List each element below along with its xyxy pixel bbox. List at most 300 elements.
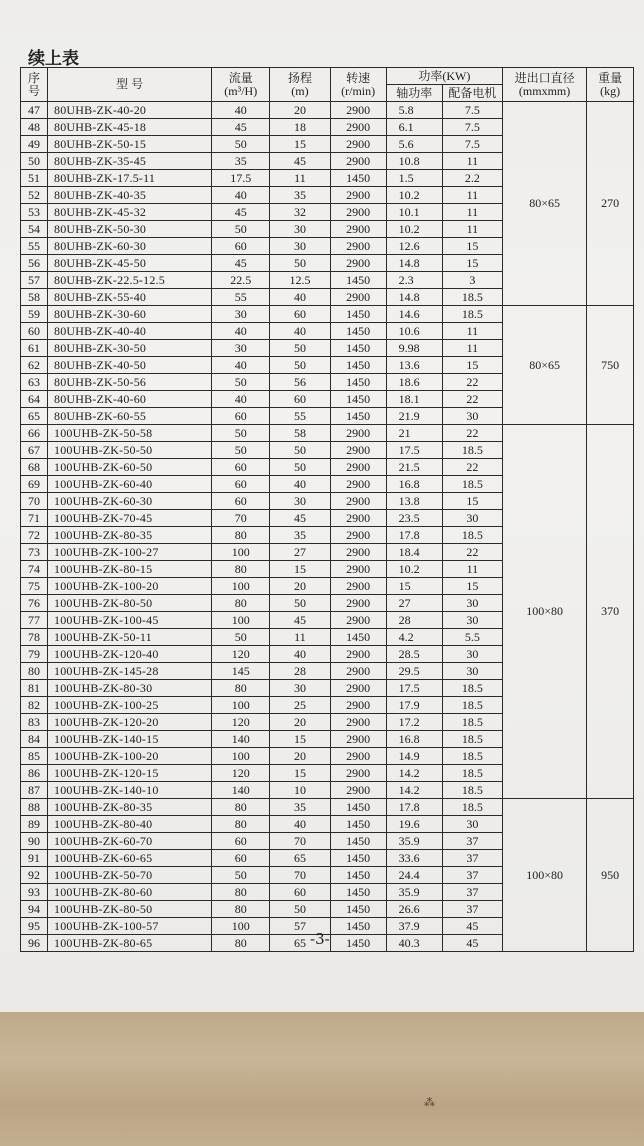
cell-head: 12.5 xyxy=(270,272,330,289)
cell-model: 100UHB-ZK-80-35 xyxy=(48,527,212,544)
cell-motor-power: 7.5 xyxy=(442,102,502,119)
cell-serial-no: 94 xyxy=(21,901,48,918)
cell-motor-power: 18.5 xyxy=(442,476,502,493)
cell-speed: 1450 xyxy=(330,357,386,374)
cell-motor-power: 7.5 xyxy=(442,119,502,136)
cell-speed: 1450 xyxy=(330,340,386,357)
cell-serial-no: 88 xyxy=(21,799,48,816)
desk-surface xyxy=(0,1012,644,1146)
cell-flow: 145 xyxy=(212,663,270,680)
cell-model: 80UHB-ZK-40-60 xyxy=(48,391,212,408)
cell-serial-no: 62 xyxy=(21,357,48,374)
cell-flow: 40 xyxy=(212,391,270,408)
cell-head: 50 xyxy=(270,255,330,272)
cell-head: 40 xyxy=(270,289,330,306)
cell-speed: 2900 xyxy=(330,544,386,561)
cell-speed: 1450 xyxy=(330,935,386,952)
cell-model: 100UHB-ZK-80-15 xyxy=(48,561,212,578)
cell-model: 100UHB-ZK-100-27 xyxy=(48,544,212,561)
cell-shaft-power: 21 xyxy=(386,425,442,442)
cell-head: 40 xyxy=(270,323,330,340)
cell-shaft-power: 23.5 xyxy=(386,510,442,527)
cell-motor-power: 37 xyxy=(442,850,502,867)
cell-head: 40 xyxy=(270,816,330,833)
cell-flow: 50 xyxy=(212,425,270,442)
cell-weight: 370 xyxy=(587,425,634,799)
cell-port-diameter: 80×65 xyxy=(503,306,587,425)
cell-speed: 2900 xyxy=(330,714,386,731)
cell-serial-no: 49 xyxy=(21,136,48,153)
cell-weight: 270 xyxy=(587,102,634,306)
cell-motor-power: 37 xyxy=(442,867,502,884)
cell-flow: 50 xyxy=(212,136,270,153)
cell-flow: 35 xyxy=(212,153,270,170)
cell-serial-no: 95 xyxy=(21,918,48,935)
cell-shaft-power: 2.3 xyxy=(386,272,442,289)
cell-head: 10 xyxy=(270,782,330,799)
cell-flow: 120 xyxy=(212,714,270,731)
cell-shaft-power: 13.6 xyxy=(386,357,442,374)
cell-shaft-power: 17.5 xyxy=(386,680,442,697)
cell-speed: 2900 xyxy=(330,612,386,629)
cell-head: 15 xyxy=(270,765,330,782)
cell-serial-no: 65 xyxy=(21,408,48,425)
cell-head: 45 xyxy=(270,510,330,527)
cell-speed: 1450 xyxy=(330,408,386,425)
cell-speed: 2900 xyxy=(330,493,386,510)
cell-shaft-power: 14.9 xyxy=(386,748,442,765)
cell-head: 15 xyxy=(270,561,330,578)
cell-flow: 80 xyxy=(212,799,270,816)
cell-head: 50 xyxy=(270,595,330,612)
cell-motor-power: 37 xyxy=(442,901,502,918)
cell-speed: 2900 xyxy=(330,578,386,595)
cell-model: 100UHB-ZK-80-65 xyxy=(48,935,212,952)
cell-model: 80UHB-ZK-45-50 xyxy=(48,255,212,272)
cell-speed: 2900 xyxy=(330,561,386,578)
cell-model: 80UHB-ZK-50-30 xyxy=(48,221,212,238)
cell-speed: 1450 xyxy=(330,170,386,187)
cell-serial-no: 96 xyxy=(21,935,48,952)
cell-head: 45 xyxy=(270,153,330,170)
cell-flow: 100 xyxy=(212,578,270,595)
cell-port-diameter: 100×80 xyxy=(503,425,587,799)
cell-model: 100UHB-ZK-100-20 xyxy=(48,748,212,765)
cell-serial-no: 87 xyxy=(21,782,48,799)
cell-shaft-power: 29.5 xyxy=(386,663,442,680)
cell-model: 80UHB-ZK-50-56 xyxy=(48,374,212,391)
cell-flow: 100 xyxy=(212,748,270,765)
cell-port-diameter: 100×80 xyxy=(503,799,587,952)
cell-motor-power: 15 xyxy=(442,578,502,595)
cell-head: 35 xyxy=(270,527,330,544)
cell-motor-power: 15 xyxy=(442,493,502,510)
cell-serial-no: 68 xyxy=(21,459,48,476)
cell-serial-no: 61 xyxy=(21,340,48,357)
cell-motor-power: 11 xyxy=(442,323,502,340)
cell-flow: 80 xyxy=(212,680,270,697)
cell-shaft-power: 10.6 xyxy=(386,323,442,340)
cell-model: 100UHB-ZK-145-28 xyxy=(48,663,212,680)
cell-model: 100UHB-ZK-50-58 xyxy=(48,425,212,442)
cell-speed: 2900 xyxy=(330,153,386,170)
cell-shaft-power: 16.8 xyxy=(386,731,442,748)
cell-motor-power: 30 xyxy=(442,646,502,663)
cell-speed: 2900 xyxy=(330,221,386,238)
header-power: 功率(KW) xyxy=(386,68,502,85)
cell-flow: 80 xyxy=(212,561,270,578)
cell-model: 100UHB-ZK-80-40 xyxy=(48,816,212,833)
cell-flow: 100 xyxy=(212,612,270,629)
cell-model: 100UHB-ZK-60-40 xyxy=(48,476,212,493)
cell-motor-power: 30 xyxy=(442,595,502,612)
header-port-diameter: 进出口直径 (mmxmm) xyxy=(503,68,587,102)
cell-flow: 55 xyxy=(212,289,270,306)
cell-serial-no: 83 xyxy=(21,714,48,731)
cell-flow: 40 xyxy=(212,102,270,119)
cell-flow: 22.5 xyxy=(212,272,270,289)
cell-serial-no: 67 xyxy=(21,442,48,459)
cell-speed: 2900 xyxy=(330,425,386,442)
cell-motor-power: 22 xyxy=(442,544,502,561)
cell-motor-power: 18.5 xyxy=(442,799,502,816)
cell-speed: 2900 xyxy=(330,748,386,765)
cell-motor-power: 22 xyxy=(442,459,502,476)
cell-flow: 50 xyxy=(212,442,270,459)
cell-motor-power: 45 xyxy=(442,918,502,935)
cell-serial-no: 72 xyxy=(21,527,48,544)
cell-model: 100UHB-ZK-80-50 xyxy=(48,595,212,612)
cell-serial-no: 82 xyxy=(21,697,48,714)
cell-shaft-power: 10.8 xyxy=(386,153,442,170)
cell-serial-no: 89 xyxy=(21,816,48,833)
cell-shaft-power: 10.2 xyxy=(386,221,442,238)
cell-model: 80UHB-ZK-40-50 xyxy=(48,357,212,374)
cell-model: 100UHB-ZK-60-70 xyxy=(48,833,212,850)
cell-head: 60 xyxy=(270,391,330,408)
cell-motor-power: 11 xyxy=(442,153,502,170)
cell-model: 80UHB-ZK-30-60 xyxy=(48,306,212,323)
cell-head: 60 xyxy=(270,306,330,323)
cell-speed: 2900 xyxy=(330,119,386,136)
cell-model: 100UHB-ZK-50-70 xyxy=(48,867,212,884)
cell-motor-power: 18.5 xyxy=(442,442,502,459)
cell-motor-power: 18.5 xyxy=(442,748,502,765)
cell-head: 58 xyxy=(270,425,330,442)
cell-model: 100UHB-ZK-60-30 xyxy=(48,493,212,510)
cell-shaft-power: 18.4 xyxy=(386,544,442,561)
cell-speed: 2900 xyxy=(330,255,386,272)
cell-serial-no: 76 xyxy=(21,595,48,612)
cell-model: 80UHB-ZK-40-40 xyxy=(48,323,212,340)
cell-shaft-power: 15 xyxy=(386,578,442,595)
cell-head: 15 xyxy=(270,731,330,748)
cell-motor-power: 18.5 xyxy=(442,765,502,782)
cell-shaft-power: 10.2 xyxy=(386,187,442,204)
cell-weight: 950 xyxy=(587,799,634,952)
cell-serial-no: 77 xyxy=(21,612,48,629)
cell-model: 80UHB-ZK-22.5-12.5 xyxy=(48,272,212,289)
table-row xyxy=(21,799,634,816)
cell-head: 35 xyxy=(270,799,330,816)
cell-serial-no: 60 xyxy=(21,323,48,340)
cell-speed: 2900 xyxy=(330,527,386,544)
header-shaft-power: 轴功率 xyxy=(386,85,442,102)
cell-serial-no: 75 xyxy=(21,578,48,595)
cell-serial-no: 64 xyxy=(21,391,48,408)
cell-flow: 40 xyxy=(212,323,270,340)
cell-speed: 1450 xyxy=(330,272,386,289)
cell-shaft-power: 13.8 xyxy=(386,493,442,510)
cell-serial-no: 63 xyxy=(21,374,48,391)
cell-shaft-power: 12.6 xyxy=(386,238,442,255)
header-serial-no: 序 号 xyxy=(21,68,48,102)
cell-shaft-power: 5.6 xyxy=(386,136,442,153)
cell-speed: 1450 xyxy=(330,374,386,391)
cell-motor-power: 18.5 xyxy=(442,306,502,323)
cell-head: 70 xyxy=(270,833,330,850)
table-body xyxy=(21,102,634,952)
cell-motor-power: 30 xyxy=(442,408,502,425)
cell-head: 15 xyxy=(270,136,330,153)
cell-motor-power: 11 xyxy=(442,187,502,204)
cell-speed: 2900 xyxy=(330,765,386,782)
cell-serial-no: 74 xyxy=(21,561,48,578)
cell-serial-no: 51 xyxy=(21,170,48,187)
cell-shaft-power: 14.2 xyxy=(386,782,442,799)
cell-head: 57 xyxy=(270,918,330,935)
cell-model: 80UHB-ZK-60-55 xyxy=(48,408,212,425)
cell-shaft-power: 16.8 xyxy=(386,476,442,493)
cell-motor-power: 15 xyxy=(442,255,502,272)
cell-flow: 80 xyxy=(212,527,270,544)
cell-shaft-power: 18.6 xyxy=(386,374,442,391)
cell-model: 100UHB-ZK-60-50 xyxy=(48,459,212,476)
cell-flow: 70 xyxy=(212,510,270,527)
table-row xyxy=(21,102,634,119)
cell-serial-no: 69 xyxy=(21,476,48,493)
cell-model: 100UHB-ZK-100-57 xyxy=(48,918,212,935)
header-weight: 重量 (kg) xyxy=(587,68,634,102)
cell-flow: 80 xyxy=(212,816,270,833)
cell-model: 80UHB-ZK-35-45 xyxy=(48,153,212,170)
cell-speed: 1450 xyxy=(330,391,386,408)
cell-serial-no: 59 xyxy=(21,306,48,323)
cell-flow: 100 xyxy=(212,918,270,935)
cell-shaft-power: 5.8 xyxy=(386,102,442,119)
cell-motor-power: 22 xyxy=(442,374,502,391)
cell-motor-power: 18.5 xyxy=(442,527,502,544)
cell-speed: 2900 xyxy=(330,476,386,493)
cell-shaft-power: 37.9 xyxy=(386,918,442,935)
cell-serial-no: 47 xyxy=(21,102,48,119)
cell-head: 30 xyxy=(270,221,330,238)
cell-model: 80UHB-ZK-55-40 xyxy=(48,289,212,306)
cell-head: 30 xyxy=(270,493,330,510)
cell-model: 80UHB-ZK-45-32 xyxy=(48,204,212,221)
cell-serial-no: 91 xyxy=(21,850,48,867)
cell-speed: 2900 xyxy=(330,102,386,119)
cell-motor-power: 18.5 xyxy=(442,697,502,714)
cell-model: 100UHB-ZK-70-45 xyxy=(48,510,212,527)
cell-motor-power: 18.5 xyxy=(442,680,502,697)
cell-speed: 1450 xyxy=(330,799,386,816)
cell-flow: 50 xyxy=(212,629,270,646)
cell-shaft-power: 19.6 xyxy=(386,816,442,833)
cell-serial-no: 81 xyxy=(21,680,48,697)
cell-flow: 100 xyxy=(212,697,270,714)
cell-head: 60 xyxy=(270,884,330,901)
cell-serial-no: 55 xyxy=(21,238,48,255)
cell-model: 100UHB-ZK-50-11 xyxy=(48,629,212,646)
cell-shaft-power: 1.5 xyxy=(386,170,442,187)
header-motor-power: 配备电机 xyxy=(442,85,502,102)
cell-serial-no: 57 xyxy=(21,272,48,289)
cell-motor-power: 15 xyxy=(442,357,502,374)
cell-model: 100UHB-ZK-100-25 xyxy=(48,697,212,714)
cell-flow: 45 xyxy=(212,204,270,221)
cell-head: 50 xyxy=(270,357,330,374)
cell-shaft-power: 28 xyxy=(386,612,442,629)
cell-shaft-power: 24.4 xyxy=(386,867,442,884)
cell-head: 45 xyxy=(270,612,330,629)
cell-head: 11 xyxy=(270,629,330,646)
cell-flow: 120 xyxy=(212,765,270,782)
cell-speed: 2900 xyxy=(330,238,386,255)
cell-shaft-power: 28.5 xyxy=(386,646,442,663)
cell-head: 18 xyxy=(270,119,330,136)
cell-head: 65 xyxy=(270,850,330,867)
cell-shaft-power: 17.9 xyxy=(386,697,442,714)
pump-spec-table xyxy=(20,67,634,952)
cell-shaft-power: 18.1 xyxy=(386,391,442,408)
cell-flow: 80 xyxy=(212,595,270,612)
cell-model: 100UHB-ZK-80-30 xyxy=(48,680,212,697)
cell-model: 100UHB-ZK-100-45 xyxy=(48,612,212,629)
cell-shaft-power: 17.8 xyxy=(386,527,442,544)
cell-shaft-power: 40.3 xyxy=(386,935,442,952)
cell-motor-power: 22 xyxy=(442,391,502,408)
cell-speed: 2900 xyxy=(330,289,386,306)
cell-model: 80UHB-ZK-60-30 xyxy=(48,238,212,255)
cell-head: 50 xyxy=(270,901,330,918)
cell-serial-no: 52 xyxy=(21,187,48,204)
cell-motor-power: 5.5 xyxy=(442,629,502,646)
cell-serial-no: 71 xyxy=(21,510,48,527)
cell-shaft-power: 35.9 xyxy=(386,833,442,850)
cell-head: 32 xyxy=(270,204,330,221)
header-flow: 流量 (m³/H) xyxy=(212,68,270,102)
cell-flow: 40 xyxy=(212,357,270,374)
cell-motor-power: 15 xyxy=(442,238,502,255)
cell-model: 100UHB-ZK-120-15 xyxy=(48,765,212,782)
cell-head: 40 xyxy=(270,476,330,493)
cell-serial-no: 53 xyxy=(21,204,48,221)
cell-model: 80UHB-ZK-30-50 xyxy=(48,340,212,357)
cell-head: 55 xyxy=(270,408,330,425)
cell-head: 20 xyxy=(270,748,330,765)
cell-shaft-power: 26.6 xyxy=(386,901,442,918)
cell-motor-power: 11 xyxy=(442,204,502,221)
cell-shaft-power: 4.2 xyxy=(386,629,442,646)
cell-flow: 30 xyxy=(212,340,270,357)
cell-flow: 50 xyxy=(212,374,270,391)
cell-shaft-power: 10.1 xyxy=(386,204,442,221)
cell-shaft-power: 14.2 xyxy=(386,765,442,782)
cell-serial-no: 84 xyxy=(21,731,48,748)
page-title: 续上表 xyxy=(28,49,79,69)
cell-port-diameter: 80×65 xyxy=(503,102,587,306)
cell-serial-no: 54 xyxy=(21,221,48,238)
header-speed: 转速 (r/min) xyxy=(330,68,386,102)
cell-shaft-power: 6.1 xyxy=(386,119,442,136)
cell-head: 28 xyxy=(270,663,330,680)
cell-speed: 1450 xyxy=(330,816,386,833)
cell-shaft-power: 14.8 xyxy=(386,255,442,272)
cell-serial-no: 50 xyxy=(21,153,48,170)
cell-model: 80UHB-ZK-40-35 xyxy=(48,187,212,204)
cell-head: 20 xyxy=(270,102,330,119)
cell-speed: 1450 xyxy=(330,901,386,918)
cell-motor-power: 30 xyxy=(442,510,502,527)
cell-speed: 2900 xyxy=(330,646,386,663)
cell-speed: 1450 xyxy=(330,850,386,867)
cell-head: 50 xyxy=(270,459,330,476)
cell-shaft-power: 10.2 xyxy=(386,561,442,578)
cell-flow: 80 xyxy=(212,935,270,952)
cell-flow: 40 xyxy=(212,187,270,204)
cell-model: 100UHB-ZK-140-15 xyxy=(48,731,212,748)
cell-flow: 60 xyxy=(212,408,270,425)
cell-model: 100UHB-ZK-60-65 xyxy=(48,850,212,867)
cell-motor-power: 3 xyxy=(442,272,502,289)
cell-motor-power: 2.2 xyxy=(442,170,502,187)
cell-flow: 140 xyxy=(212,731,270,748)
cell-head: 35 xyxy=(270,187,330,204)
cell-motor-power: 37 xyxy=(442,884,502,901)
cell-flow: 17.5 xyxy=(212,170,270,187)
cell-speed: 2900 xyxy=(330,782,386,799)
cell-weight: 750 xyxy=(587,306,634,425)
cell-speed: 2900 xyxy=(330,663,386,680)
cell-speed: 1450 xyxy=(330,629,386,646)
cell-speed: 1450 xyxy=(330,918,386,935)
cell-model: 80UHB-ZK-40-20 xyxy=(48,102,212,119)
page-number: -3- xyxy=(310,930,330,948)
cell-speed: 1450 xyxy=(330,867,386,884)
cell-model: 100UHB-ZK-120-20 xyxy=(48,714,212,731)
cell-speed: 2900 xyxy=(330,442,386,459)
cell-speed: 1450 xyxy=(330,884,386,901)
cell-serial-no: 86 xyxy=(21,765,48,782)
cell-motor-power: 11 xyxy=(442,221,502,238)
cell-shaft-power: 35.9 xyxy=(386,884,442,901)
cell-shaft-power: 9.98 xyxy=(386,340,442,357)
cell-model: 80UHB-ZK-45-18 xyxy=(48,119,212,136)
cell-flow: 60 xyxy=(212,459,270,476)
cell-serial-no: 70 xyxy=(21,493,48,510)
cell-shaft-power: 21.5 xyxy=(386,459,442,476)
cell-speed: 1450 xyxy=(330,323,386,340)
cell-flow: 60 xyxy=(212,476,270,493)
cell-shaft-power: 14.6 xyxy=(386,306,442,323)
cell-motor-power: 30 xyxy=(442,816,502,833)
cell-motor-power: 7.5 xyxy=(442,136,502,153)
cell-model: 100UHB-ZK-50-50 xyxy=(48,442,212,459)
cell-flow: 60 xyxy=(212,850,270,867)
cell-head: 30 xyxy=(270,238,330,255)
cell-model: 100UHB-ZK-80-50 xyxy=(48,901,212,918)
